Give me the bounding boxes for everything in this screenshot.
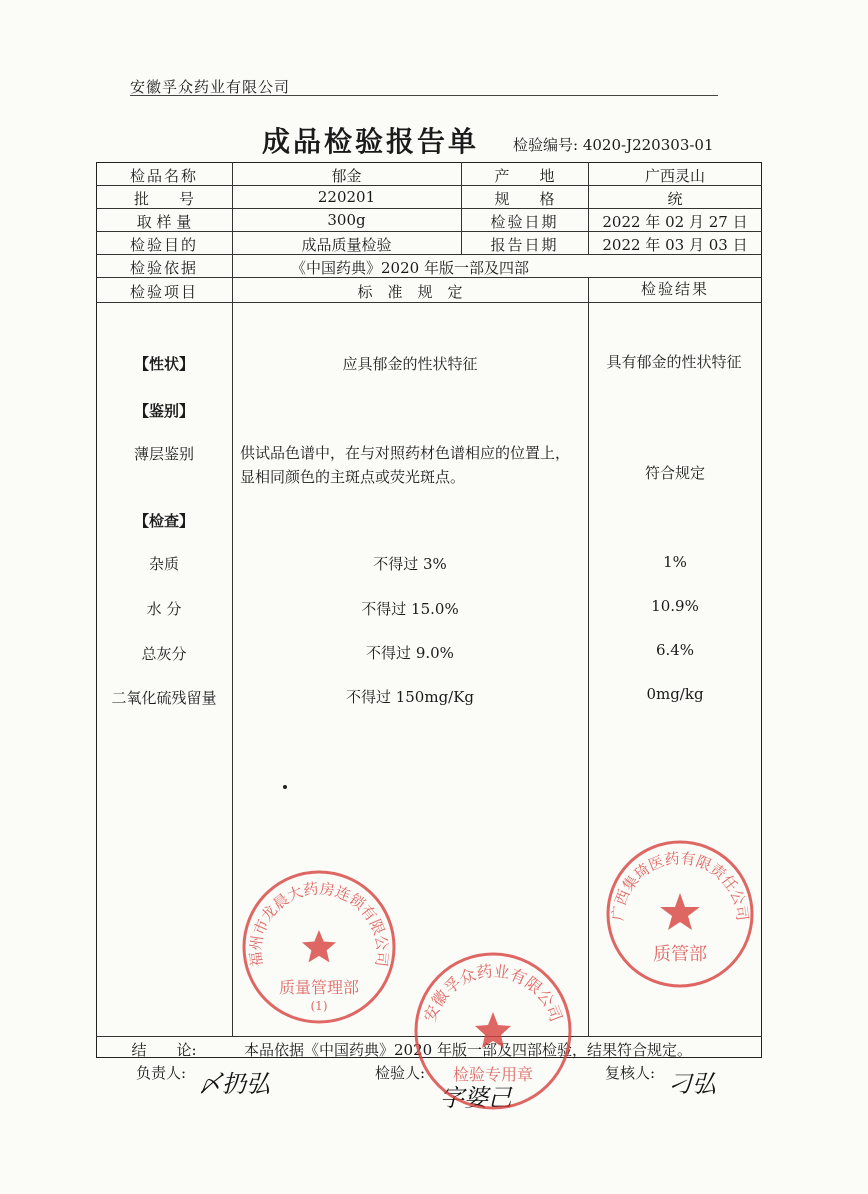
- item-standard: 不得过 9.0%: [366, 644, 454, 662]
- stamp-left-sub: (1): [310, 999, 328, 1013]
- conclusion-label: 结 论:: [131, 1041, 197, 1059]
- conclusion-text: 本品依据《中国药典》2020 年版一部及四部检验，结果符合规定。: [244, 1041, 692, 1059]
- item-name: 【鉴别】: [133, 402, 194, 420]
- quality-management-stamp: [604, 838, 756, 990]
- stamp-left-center: 质量管理部: [278, 978, 360, 997]
- item-name: 总灰分: [141, 645, 187, 663]
- company-name: 安徽孚众药业有限公司: [130, 78, 291, 96]
- item-result: 6.4%: [655, 641, 695, 659]
- reviewer-signature: 刁弘: [668, 1070, 716, 1098]
- item-name: 薄层鉴别: [133, 445, 194, 463]
- quality-department-stamp: [240, 868, 398, 1026]
- stamp-right-center: 质管部: [653, 944, 707, 965]
- inspector-signature: 字婆己: [440, 1084, 512, 1112]
- stamp-middle-ring: 安徽孚众药业有限公司: [420, 961, 566, 1025]
- name-label: 检品名称: [129, 167, 198, 185]
- item-header: 检验项目: [129, 283, 198, 301]
- responsible-signature: 〆扔弘: [198, 1070, 270, 1098]
- origin-label: 产 地: [494, 167, 555, 185]
- spec-label: 规 格: [494, 190, 555, 208]
- item-name: 【检查】: [133, 512, 194, 530]
- item-standard: 不得过 150mg/Kg: [345, 688, 475, 706]
- batch-value: 220201: [317, 188, 376, 206]
- standard-header: 标 准 规 定: [357, 283, 463, 301]
- report-number-label: 检验编号:: [513, 136, 579, 154]
- stamp-left-ring: 福州市龙晨大药房连锁有限公司: [246, 879, 392, 968]
- batch-label: 批 号: [133, 190, 194, 208]
- basis-label: 检验依据: [129, 259, 198, 277]
- purpose-value: 成品质量检验: [301, 236, 392, 254]
- item-name: 杂质: [148, 555, 179, 573]
- report-date-label: 报告日期: [490, 236, 559, 254]
- report-number-value: 4020-J220303-01: [582, 136, 714, 154]
- item-standard: 不得过 15.0%: [361, 600, 459, 618]
- item-standard: 应具郁金的性状特征: [342, 355, 478, 373]
- item-name: 【性状】: [133, 355, 194, 373]
- result-header: 检验结果: [640, 280, 709, 298]
- ink-dot: [283, 785, 287, 789]
- stamp-middle-center: 检验专用章: [452, 1065, 534, 1084]
- inspector-label: 检验人:: [375, 1064, 426, 1082]
- test-date-value: 2022 年 02 月 27 日: [602, 213, 748, 231]
- header-rule: [130, 95, 718, 96]
- table-rule: [96, 302, 762, 303]
- test-date-label: 检验日期: [490, 213, 559, 231]
- item-result: 10.9%: [651, 597, 699, 615]
- stamp-right-ring: 广西集琦医药有限责任公司: [608, 849, 752, 922]
- origin-value: 广西灵山: [644, 167, 705, 185]
- product-name: 郁金: [331, 167, 362, 185]
- report-title: 成品检验报告单: [262, 125, 480, 158]
- item-result: 具有郁金的性状特征: [606, 353, 742, 371]
- report-number: [513, 134, 714, 155]
- spec-value: 统: [667, 190, 683, 208]
- item-name: 水 分: [146, 600, 182, 618]
- sample-label: 取 样 量: [136, 213, 192, 231]
- sample-value: 300g: [327, 211, 366, 229]
- responsible-label: 负责人:: [136, 1064, 187, 1082]
- item-name: 二氧化硫残留量: [111, 689, 217, 707]
- report-date-value: 2022 年 03 月 03 日: [602, 236, 748, 254]
- inspection-stamp: [412, 950, 574, 1112]
- reviewer-label: 复核人:: [605, 1064, 656, 1082]
- item-standard: 不得过 3%: [373, 555, 447, 573]
- basis-value: 《中国药典》2020 年版一部及四部: [291, 259, 529, 277]
- item-standard: 供试品色谱中，在与对照药材色谱相应的位置上，显相同颜色的主斑点或荧光斑点。: [240, 444, 571, 486]
- purpose-label: 检验目的: [129, 236, 198, 254]
- item-result: 符合规定: [644, 464, 705, 482]
- item-result: 0mg/kg: [646, 685, 704, 703]
- item-result: 1%: [663, 553, 687, 571]
